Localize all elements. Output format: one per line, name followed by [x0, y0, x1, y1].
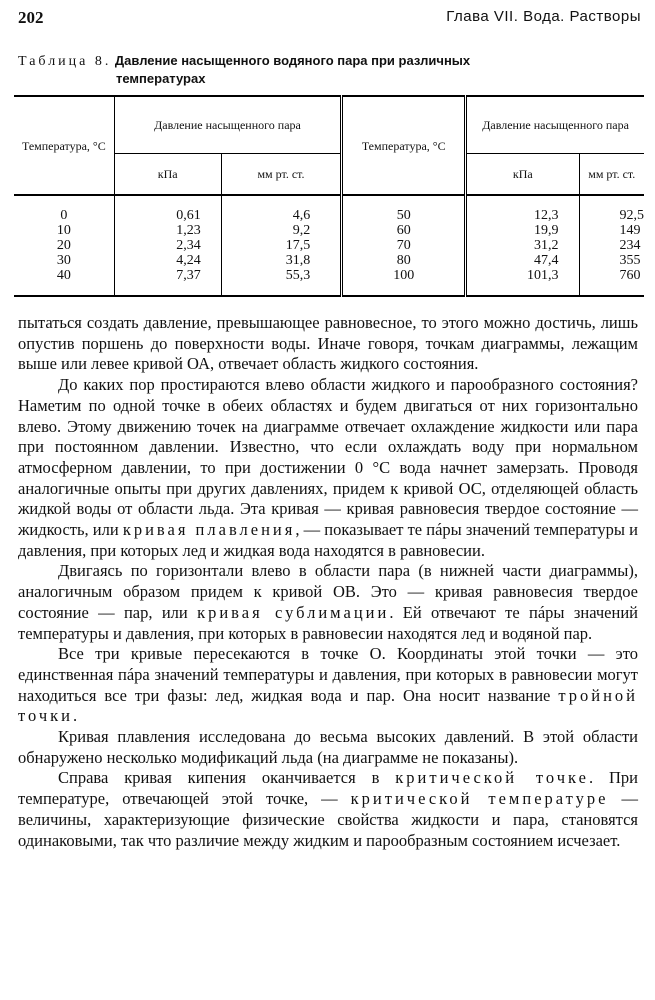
header-pressure-left: Давление насыщенного пара — [114, 96, 342, 154]
header-kpa-right: кПа — [466, 154, 579, 196]
table-row: 20 2,34 17,5 70 31,2 234 — [14, 238, 644, 253]
table-row: 30 4,24 31,8 80 47,4 355 — [14, 253, 644, 268]
term-melting-curve: кривая плавления — [122, 520, 296, 540]
paragraph-6: Справа кривая кипения оканчивается в критической точке. При температуре, отвечающей этой точке, — критической температуре — величины, характеризующие физические свойства жидкости и пара, становятся одинаковыми, так что различие между жидким и парообразным состоянием исчезает. — [18, 768, 639, 850]
paragraph-3: Двигаясь по горизонтали влево в области пара (в нижней части диаграммы), аналогичным образом придем к кривой ОВ. Это — кривая равновесия твердое состояние — пар, или кривая сублимации. Ей отвечают те пáры значений температуры и давления, при которых в равновесии находятся лед и водяной пар. — [18, 561, 638, 643]
paragraph-1: пытаться создать давление, превышающее равновесное, то этого можно достичь, лишь опустив поршень до поверхности воды. Иначе говоря, точкам диаграммы, лежащим выше или левее кривой ОА, отвечает область жидкого состояния. — [18, 313, 638, 374]
header-pressure-right: Давление насыщенного пара — [466, 96, 644, 154]
term-sublimation-curve: кривая сублимации — [197, 602, 390, 622]
table-row: 10 1,23 9,2 60 19,9 149 — [14, 223, 644, 238]
table-row: 0 0,61 4,6 50 12,3 92,5 — [60, 208, 644, 223]
vapor-pressure-table — [14, 95, 644, 297]
table-label: Таблица 8. — [18, 54, 112, 69]
table-row: 40 7,37 55,3 100 101,3 760 — [14, 268, 644, 283]
header-temp-right: Температура, °C — [342, 96, 466, 195]
term-triple-point: тройной точки — [18, 685, 638, 726]
header-kpa-left: кПа — [114, 154, 221, 196]
term-critical-temperature: критической температуре — [350, 789, 609, 809]
header-mmhg-left: мм рт. ст. — [221, 154, 342, 196]
page-number: 202 — [18, 8, 44, 27]
header-mmhg-right: мм рт. ст. — [579, 154, 644, 196]
paragraph-5: Кривая плавления исследована до весьма высоких давлений. В этой области обнаружено несколько модификаций льда (на диаграмме не показаны). — [18, 727, 638, 767]
header-temp-left: Температура, °C — [14, 96, 114, 195]
table-title-line2: температурах — [116, 71, 206, 86]
paragraph-4: Все три кривые пересекаются в точке О. Координаты этой точки — это единственная пáра значений температуры и давления, при которых в равновесии могут находиться все три фазы: лед, жидкая вода и пар. Она носит название тройной точки. — [18, 644, 638, 726]
page-header — [18, 8, 641, 32]
term-critical-point: критической точке — [395, 768, 589, 788]
table-caption — [18, 52, 618, 88]
table-title-line1: Давление насыщенного водяного пара при различных — [114, 53, 471, 68]
paragraph-2: До каких пор простираются влево области жидкого и парообразного состояния? Наметим по одной точке в обеих областях и будем двигаться от них горизонтально влево. Этому движению точек на диаграмме отвечает охлаждение жидкости или пара при постоянном давлении. Известно, что если охлаждать воду при нормальном атмосферном давлении, то при достижении 0 °С вода начнет замерзать. Проводя аналогичные опыты при других давлениях, придем к кривой ОС, отделяющей область жидкой воды от области льда. Эта кривая — кривая равновесия твердое состояние — жидкость, или кривая плавления, — показывает те пáры значений температуры и давления, при которых лед и жидкая вода находятся в равновесии. — [18, 375, 638, 560]
chapter-title: Глава VII. Вода. Растворы — [446, 8, 641, 25]
body-text — [18, 313, 638, 851]
